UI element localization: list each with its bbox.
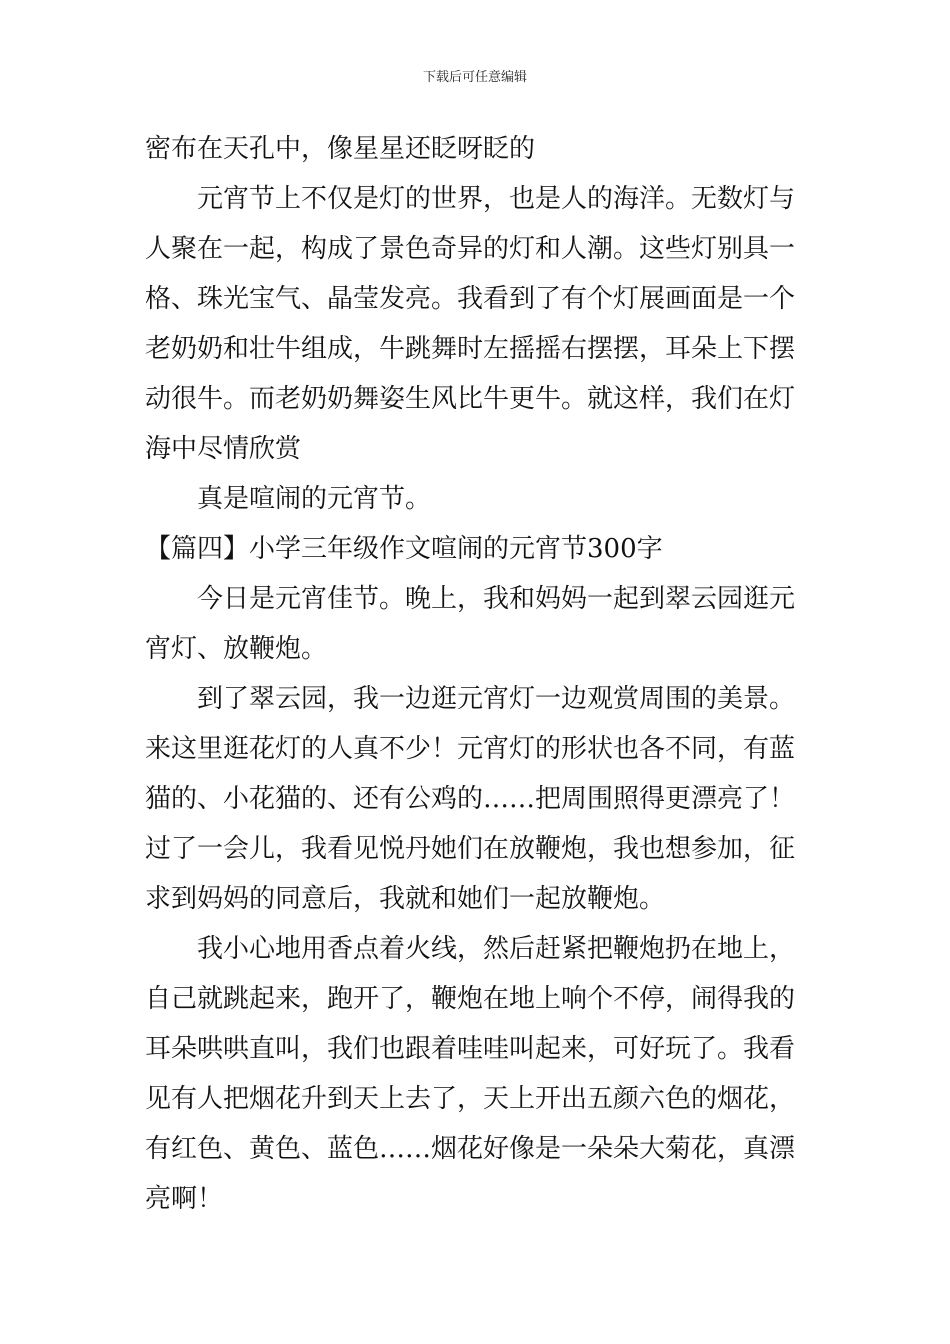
text-line: 密布在天孔中，像星星还眨呀眨的 xyxy=(145,134,536,164)
text-line: 见有人把烟花升到天上去了，天上开出五颜六色的烟花， xyxy=(145,1084,796,1114)
text-line: 海中尽情欣赏 xyxy=(145,434,302,464)
text-line: 自己就跳起来，跑开了，鞭炮在地上响个不停，闹得我的 xyxy=(145,984,796,1014)
text-line: 宵灯、放鞭炮。 xyxy=(145,634,328,664)
text-line: 人聚在一起，构成了景色奇异的灯和人潮。这些灯别具一 xyxy=(145,234,796,264)
paragraph-start: 真是喧闹的元宵节。 xyxy=(197,484,432,514)
paragraph-start: 我小心地用香点着火线，然后赶紧把鞭炮扔在地上， xyxy=(197,934,796,964)
paragraph-start: 元宵节上不仅是灯的世界，也是人的海洋。无数灯与 xyxy=(197,184,796,214)
section-heading: 【篇四】小学三年级作文喧闹的元宵节300字 xyxy=(145,534,663,564)
text-line: 格、珠光宝气、晶莹发亮。我看到了有个灯展画面是一个 xyxy=(145,284,796,314)
text-line: 求到妈妈的同意后，我就和她们一起放鞭炮。 xyxy=(145,884,666,914)
text-line: 来这里逛花灯的人真不少！元宵灯的形状也各不同，有蓝 xyxy=(145,734,796,764)
text-line: 过了一会儿，我看见悦丹她们在放鞭炮，我也想参加，征 xyxy=(145,834,796,864)
paragraph-start: 今日是元宵佳节。晚上，我和妈妈一起到翠云园逛元 xyxy=(197,584,796,614)
text-line: 动很牛。而老奶奶舞姿生风比牛更牛。就这样，我们在灯 xyxy=(145,384,796,414)
text-line: 老奶奶和壮牛组成，牛跳舞时左摇摇右摆摆，耳朵上下摆 xyxy=(145,334,796,364)
header-note: 下载后可任意编辑 xyxy=(422,70,527,85)
text-line: 亮啊！ xyxy=(145,1184,224,1214)
text-line: 有红色、黄色、蓝色……烟花好像是一朵朵大菊花，真漂 xyxy=(145,1134,796,1164)
text-line: 猫的、小花猫的、还有公鸡的……把周围照得更漂亮了！ xyxy=(145,784,796,814)
paragraph-start: 到了翠云园，我一边逛元宵灯一边观赏周围的美景。 xyxy=(197,684,796,714)
body-text xyxy=(145,124,815,1224)
text-line: 耳朵哄哄直叫，我们也跟着哇哇叫起来，可好玩了。我看 xyxy=(145,1034,796,1064)
